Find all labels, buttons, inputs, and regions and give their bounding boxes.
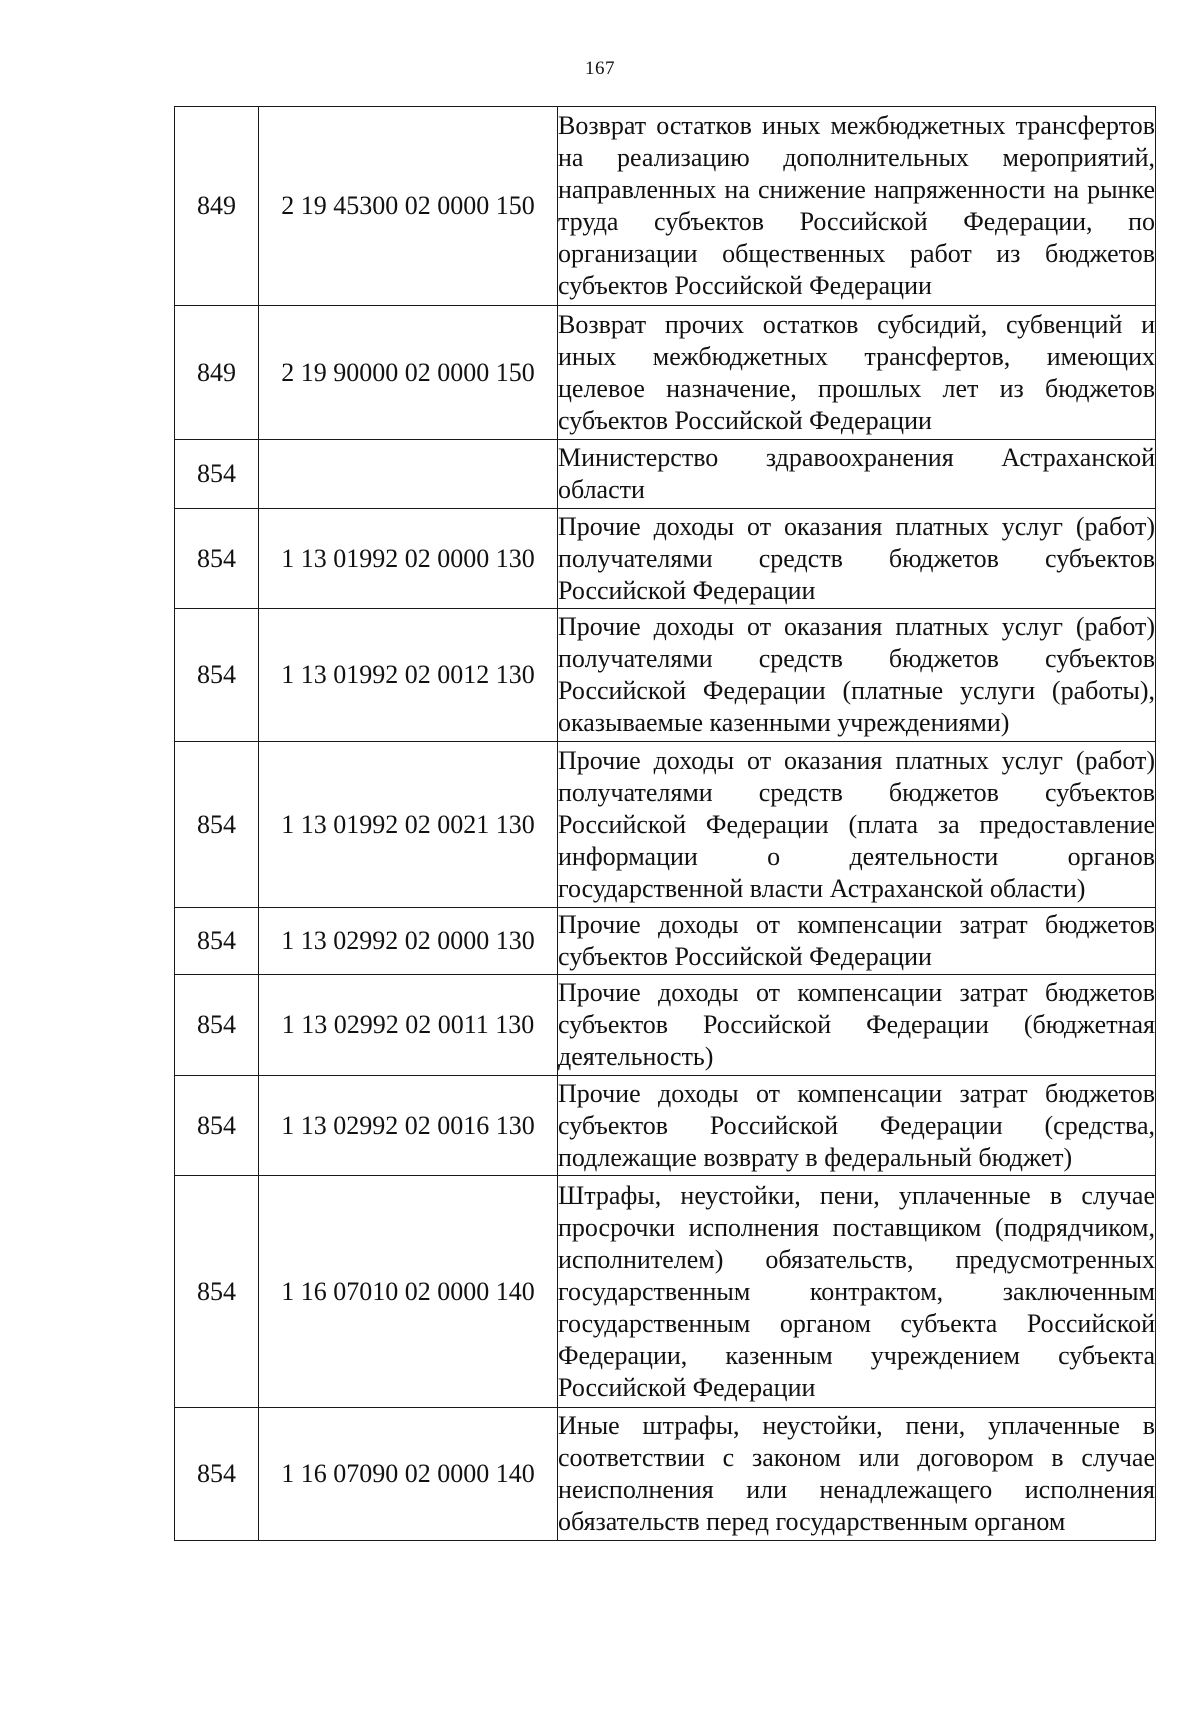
table-row — [175, 107, 1156, 306]
revenue-name: Возврат прочих остатков субсидий, субвенций и иных межбюджетных трансфертов, имеющих целевое назначение, прошлых лет из бюджетов субъектов Российской Федерации — [558, 306, 1156, 440]
table-row — [175, 440, 1156, 509]
budget-classification-code: 1 13 02992 02 0000 130 — [259, 908, 558, 975]
revenue-name: Прочие доходы от оказания платных услуг (работ) получателями средств бюджетов субъектов Российской Федерации (платные услуги (работы), оказываемые казенными учреждениями) — [558, 609, 1156, 742]
revenue-name: Возврат остатков иных межбюджетных трансфертов на реализацию дополнительных мероприятий, направленных на снижение напряженности на рынке труда субъектов Российской Федерации, по организации общественных работ из бюджетов субъектов Российской Федерации — [558, 107, 1156, 306]
revenue-name: Прочие доходы от компенсации затрат бюджетов субъектов Российской Федерации (средства, подлежащие возврату в федеральный бюджет) — [558, 1076, 1156, 1176]
table-row — [175, 908, 1156, 975]
budget-classification-code — [259, 440, 558, 509]
budget-codes-table — [174, 106, 1156, 1541]
table-row — [175, 609, 1156, 742]
administrator-code: 854 — [175, 1408, 259, 1541]
administrator-code: 849 — [175, 107, 259, 306]
administrator-code: 854 — [175, 609, 259, 742]
table-row — [175, 742, 1156, 908]
revenue-name: Иные штрафы, неустойки, пени, уплаченные в соответствии с законом или договором в случае неисполнения или ненадлежащего исполнения обязательств перед государственным органом — [558, 1408, 1156, 1541]
table-row — [175, 975, 1156, 1076]
budget-classification-code: 1 13 02992 02 0011 130 — [259, 975, 558, 1076]
page-number: 167 — [585, 58, 615, 79]
revenue-name: Прочие доходы от компенсации затрат бюджетов субъектов Российской Федерации — [558, 908, 1156, 975]
revenue-name: Прочие доходы от оказания платных услуг (работ) получателями средств бюджетов субъектов Российской Федерации (плата за предоставление информации о деятельности органов государственной власти Астраханской области) — [558, 742, 1156, 908]
table-row — [175, 306, 1156, 440]
administrator-code: 854 — [175, 1076, 259, 1176]
administrator-code: 849 — [175, 306, 259, 440]
budget-classification-code: 1 13 01992 02 0000 130 — [259, 509, 558, 609]
table-row — [175, 1408, 1156, 1541]
administrator-code: 854 — [175, 908, 259, 975]
table-row — [175, 509, 1156, 609]
administrator-code: 854 — [175, 440, 259, 509]
budget-classification-code: 1 13 01992 02 0021 130 — [259, 742, 558, 908]
budget-classification-code: 2 19 90000 02 0000 150 — [259, 306, 558, 440]
budget-classification-code: 1 13 02992 02 0016 130 — [259, 1076, 558, 1176]
table-row — [175, 1176, 1156, 1408]
administrator-code: 854 — [175, 1176, 259, 1408]
administrator-code: 854 — [175, 509, 259, 609]
administrator-name: Министерство здравоохранения Астраханской области — [558, 440, 1156, 509]
budget-classification-code: 1 16 07010 02 0000 140 — [259, 1176, 558, 1408]
revenue-name: Прочие доходы от оказания платных услуг (работ) получателями средств бюджетов субъектов Российской Федерации — [558, 509, 1156, 609]
budget-classification-code: 1 13 01992 02 0012 130 — [259, 609, 558, 742]
revenue-name: Прочие доходы от компенсации затрат бюджетов субъектов Российской Федерации (бюджетная деятельность) — [558, 975, 1156, 1076]
administrator-code: 854 — [175, 975, 259, 1076]
administrator-code: 854 — [175, 742, 259, 908]
budget-classification-code: 1 16 07090 02 0000 140 — [259, 1408, 558, 1541]
revenue-name: Штрафы, неустойки, пени, уплаченные в случае просрочки исполнения поставщиком (подрядчиком, исполнителем) обязательств, предусмотренных государственным контрактом, заключенным государственным органом субъекта Российской Федерации, казенным учреждением субъекта Российской Федерации — [558, 1176, 1156, 1408]
table-row — [175, 1076, 1156, 1176]
budget-classification-code: 2 19 45300 02 0000 150 — [259, 107, 558, 306]
